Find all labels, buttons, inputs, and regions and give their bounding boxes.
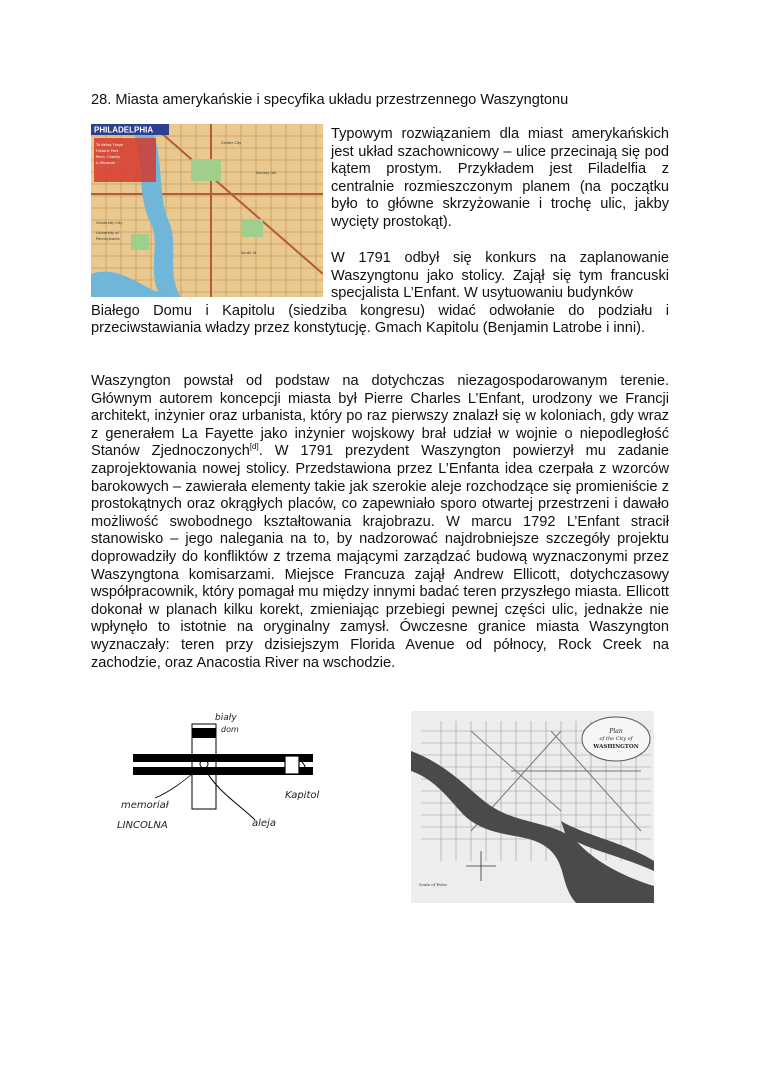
svg-text:Pennsylvania: Pennsylvania — [96, 237, 120, 241]
plan-cartouche-line-2: of the City of — [599, 736, 633, 742]
plan-scale-note: Scale of Poles — [419, 882, 448, 887]
svg-text:To Valley Forge: To Valley Forge — [96, 143, 123, 147]
sketch-label-white-house: biały — [215, 713, 237, 723]
plan-cartouche-line-1: Plan — [609, 728, 623, 735]
page-title: 28. Miasta amerykańskie i specyfika układu przestrzennego Waszyngtonu — [91, 92, 569, 108]
washington-plan-image — [411, 711, 654, 903]
footnote-ref: [d] — [249, 442, 259, 452]
paragraph-1: Typowym rozwiązaniem dla miast amerykańskich jest układ szachownicowy – ulice przecinają się pod kątem prostym. Przykładem jest Filadelfia z centralnie rozmieszczonym planem (na początku było to główne skrzyżowanie i trochę ulic, jakby wycięty prostokąt). — [331, 126, 669, 230]
svg-text:University of: University of — [96, 231, 119, 235]
plan-cartouche-line-3: WASHINGTON — [593, 744, 639, 750]
paragraph-3-part-b: . W 1791 prezydent Waszyngton powierzył mu zadanie zaprojektowania nowej stolicy. Przedstawiona przez L’Enfanta idea czerpała z wzorców barokowych – zawierała elementy takie jak szerokie aleje rozchodzące się promieniście z prostokątnych oraz okrągłych placów, co zapewniało sporo otwartej przestrzeni i dawało możliwość swobodnego kształtowania krajobrazu. W marcu 1792 L’Enfant stracił stanowisko – jego nalegania na to, by nadzorować najdrobniejsze szczegóły projektu doprowadziły do konfliktów z trzema mającymi zarządzać budową wyznaczonymi przez Waszyngtona komisarzami. Miejsce Francuza zajął Andrew Ellicott, dotychczasowy współpracownik, który pomagał mu między innymi badać teren przyszłego miasta. Ellicott dokonał w planach kilku korekt, zmieniając przebiegi pewnej części ulic, jednakże nie wpłynęło to istotnie na oryginalny zamysł. Ówczesne granice miasta Waszyngton wyznaczały: teren przy dzisiejszym Florida Avenue od północy, Rock Creek na zachodzie, oraz Anacostia River na wschodzie. — [91, 443, 670, 671]
svg-text:Society Hill: Society Hill — [256, 171, 277, 175]
sketch-label-avenue: aleja — [252, 818, 276, 829]
sketch-label-house: dom — [221, 725, 239, 734]
sketch-label-memorial: memoriał — [121, 800, 169, 811]
paragraph-2 — [91, 250, 669, 338]
paragraph-3 — [91, 373, 669, 672]
svg-text:Center City: Center City — [221, 141, 242, 145]
paragraph-3-part-a: Waszyngton powstał od podstaw na dotychczas niezagospodarowanym terenie. Głównym autorem koncepcji miasta był Pierre Charles L’Enfant, urodzony we Francji architekt, inżynier oraz urbanista, który po raz pierwszy znalazł się w koloniach, gdy wraz z generałem La Fayette jako inżynier wojskowy brał udział w wojnie o niepodległość Stanów Zjednoczonych — [91, 373, 669, 460]
map-title: PHILADELPHIA — [94, 125, 154, 135]
svg-text:Penn. Charity: Penn. Charity — [96, 155, 121, 159]
paragraph-2-lead: W 1791 odbył się konkurs na zaplanowanie Waszyngtonu jako stolicy. Zajął się tym francuski specjalista L’Enfant. W usytuowaniu budynków — [331, 250, 669, 302]
sketch-label-lincoln: LINCOLNA — [117, 820, 168, 831]
svg-text:& Museum: & Museum — [96, 161, 116, 165]
svg-text:South St: South St — [241, 251, 257, 255]
axis-sketch-drawing — [115, 700, 355, 850]
svg-text:Historic Park: Historic Park — [96, 149, 119, 153]
paragraph-2-rest: Białego Domu i Kapitolu (siedziba kongresu) widać odwołanie do podziału i przeciwstawiania władzy przez konstytucję. Gmach Kapitolu (Benjamin Latrobe i inni). — [91, 302, 669, 337]
sketch-label-capitol: Kapitol — [285, 790, 320, 801]
svg-text:University City: University City — [96, 221, 123, 225]
